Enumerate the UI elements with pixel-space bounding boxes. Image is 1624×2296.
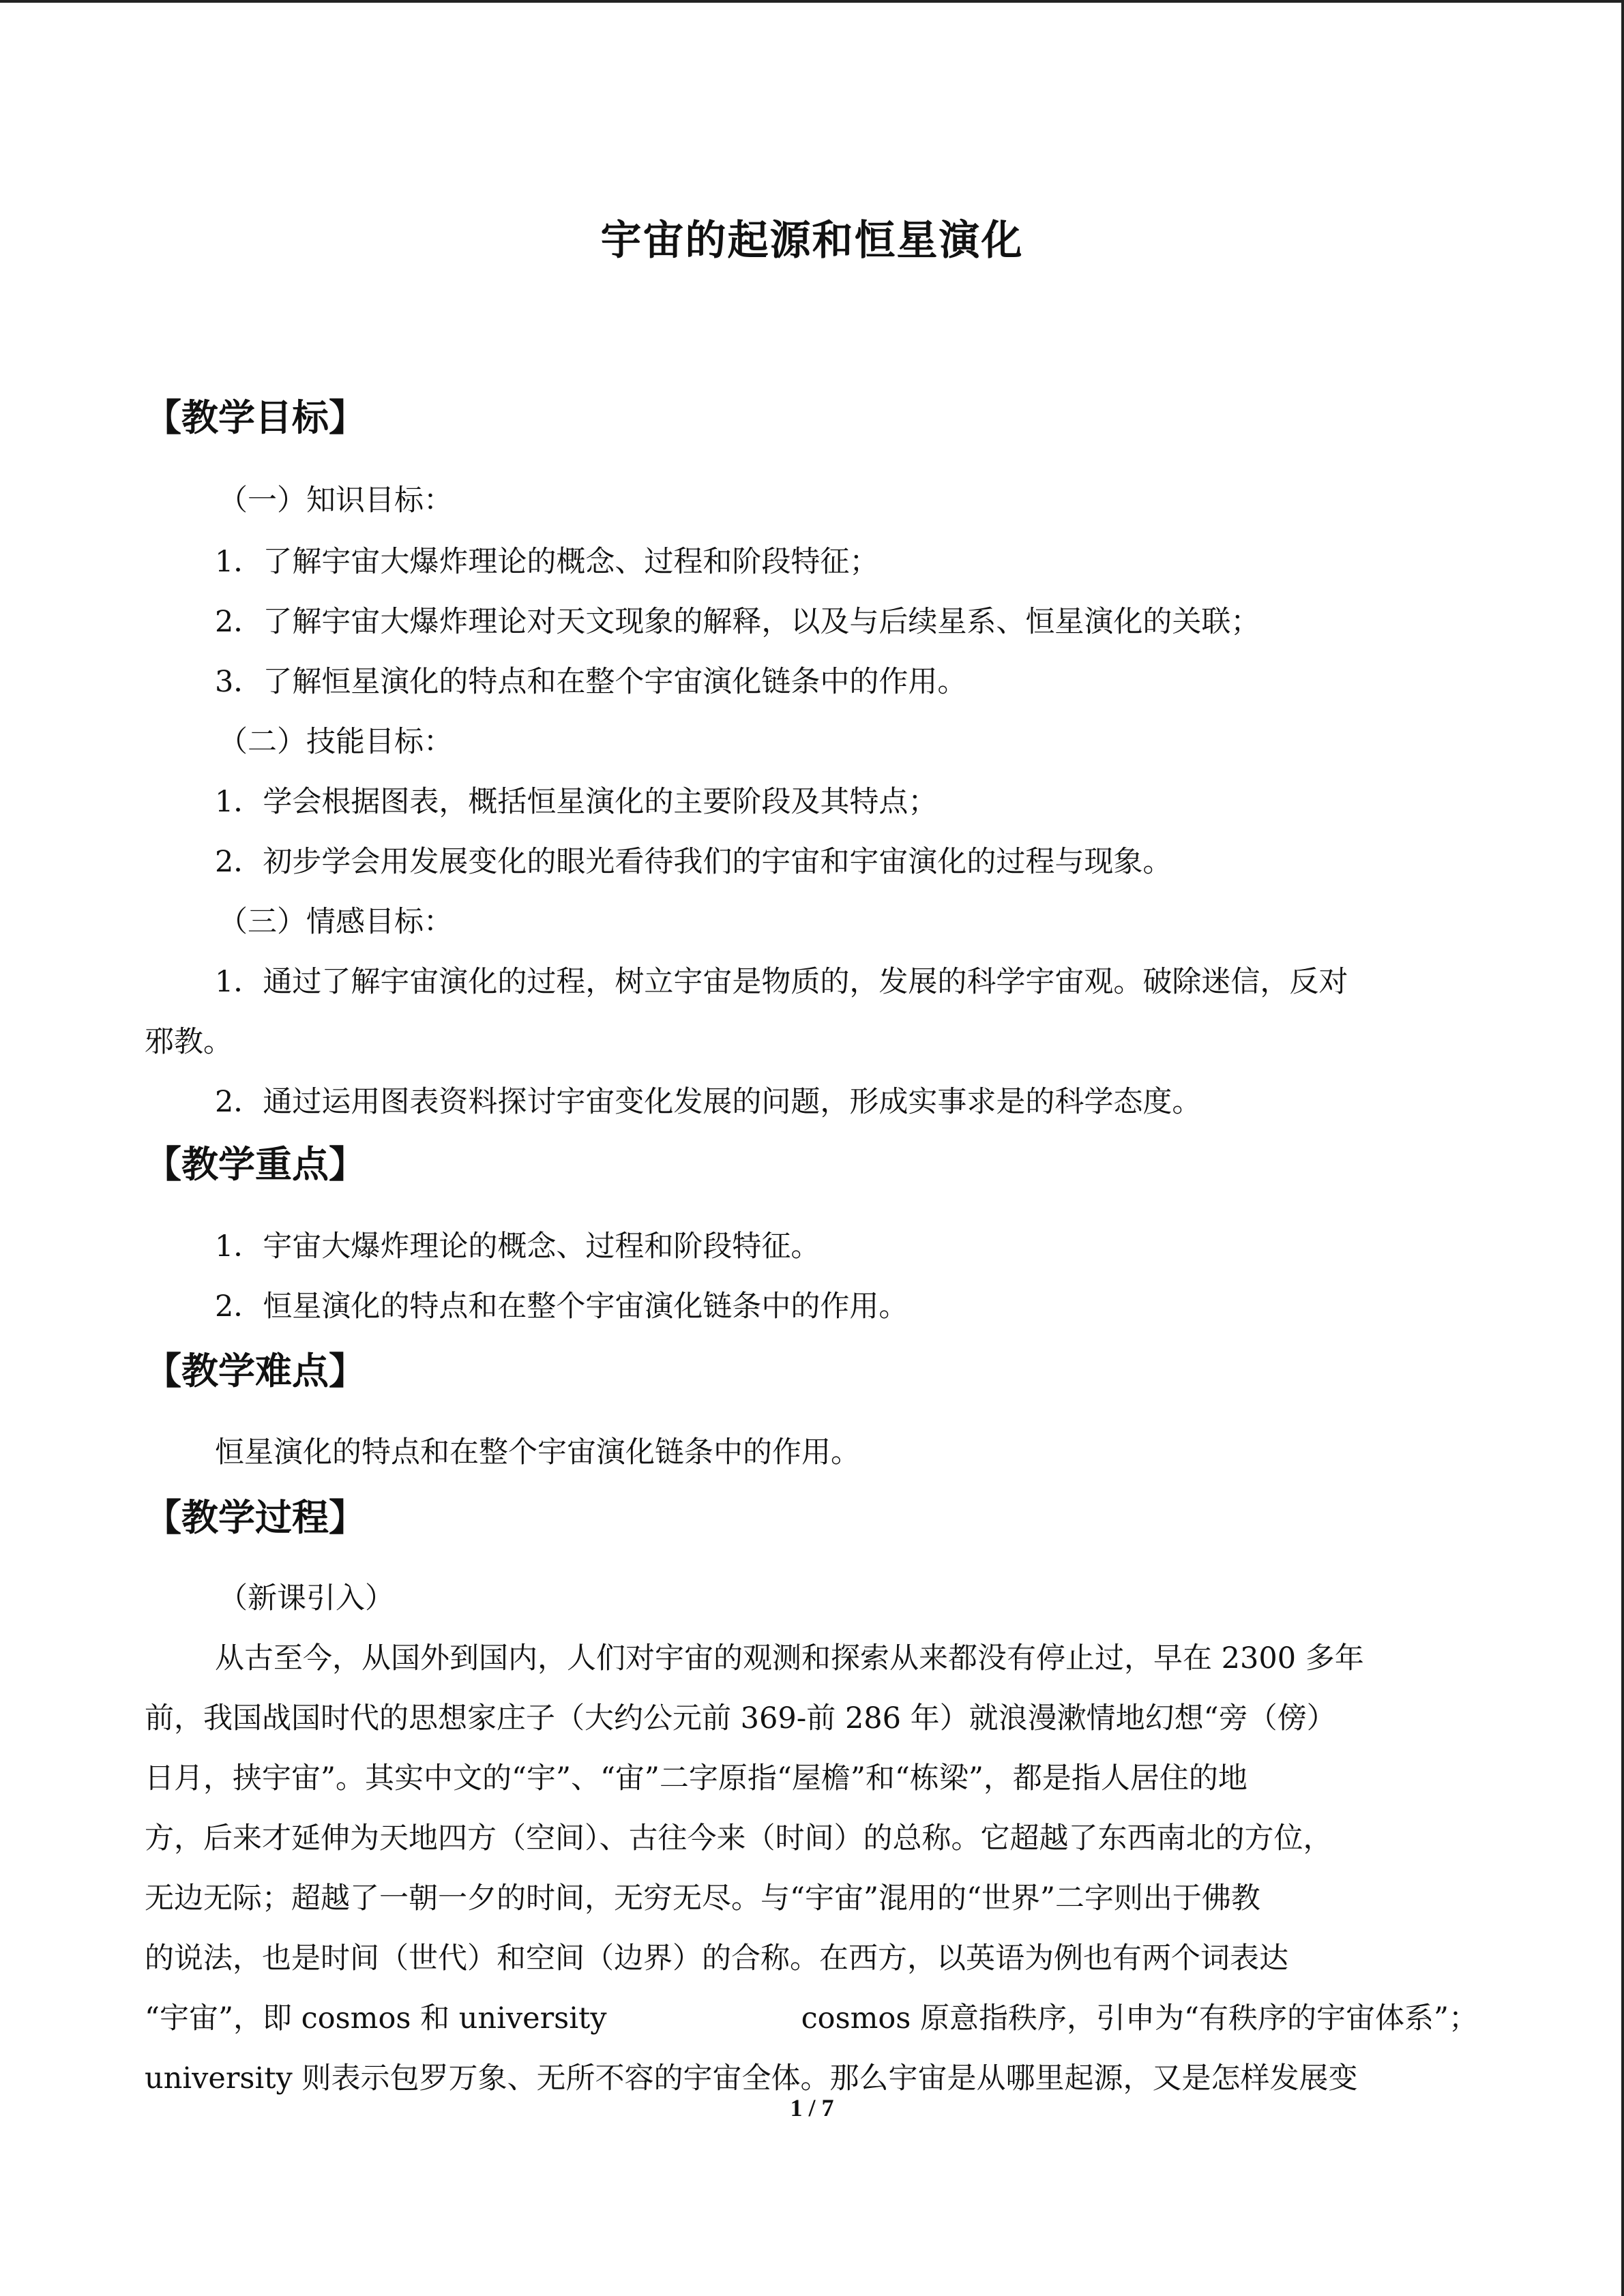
key-point-2: 2．恒星演化的特点和在整个宇宙演化链条中的作用。 (215, 1289, 909, 1324)
knowledge-goals-label: （一）知识目标： (218, 483, 453, 518)
new-lesson-intro-label: （新课引入） (218, 1581, 394, 1615)
knowledge-goal-3: 3．了解恒星演化的特点和在整个宇宙演化链条中的作用。 (215, 665, 967, 699)
section-heading-difficult-points: 【教学难点】 (145, 1350, 366, 1392)
paragraph-line-7 (145, 1995, 1478, 2037)
section-heading-key-points: 【教学重点】 (145, 1143, 366, 1186)
skill-goals-label: （二）技能目标： (218, 725, 453, 759)
knowledge-goal-2: 2．了解宇宙大爆炸理论对天文现象的解释，以及与后续星系、恒星演化的关联； (215, 605, 1260, 639)
paragraph-line-7-part-2: cosmos 原意指秩序，引申为“有秩序的宇宙体系”； (801, 2001, 1478, 2036)
skill-goal-2: 2．初步学会用发展变化的眼光看待我们的宇宙和宇宙演化的过程与现象。 (215, 845, 1172, 879)
paragraph-line-5: 无边无际；超越了一朝一夕的时间，无穷无尽。与“宇宙”混用的“世界”二字则出于佛教 (145, 1881, 1260, 1915)
emotion-goals-label: （三）情感目标： (218, 905, 453, 939)
top-border (0, 0, 1624, 3)
right-border (1621, 0, 1624, 2296)
paragraph-line-3: 日月，挟宇宙”。其实中文的“宇”、“宙”二字原指“屋檐”和“栋梁”，都是指人居住的地 (145, 1761, 1247, 1795)
paragraph-line-4: 方，后来才延伸为天地四方（空间）、古往今来（时间）的总称。它超越了东西南北的方位， (145, 1821, 1333, 1855)
paragraph-line-7-part-1: “宇宙”，即 cosmos 和 university (145, 2001, 607, 2036)
section-heading-goals: 【教学目标】 (145, 396, 366, 439)
emotion-goal-1-line-2: 邪教。 (145, 1025, 233, 1059)
emotion-goal-1-line-1: 1．通过了解宇宙演化的过程，树立宇宙是物质的，发展的科学宇宙观。破除迷信，反对 (215, 965, 1348, 999)
paragraph-line-1: 从古至今，从国外到国内，人们对宇宙的观测和探索从来都没有停止过，早在 2300 多年 (215, 1641, 1364, 1675)
knowledge-goal-1: 1．了解宇宙大爆炸理论的概念、过程和阶段特征； (215, 545, 879, 579)
difficult-point-1: 恒星演化的特点和在整个宇宙演化链条中的作用。 (215, 1435, 860, 1470)
paragraph-line-8: university 则表示包罗万象、无所不容的宇宙全体。那么宇宙是从哪里起源，又是怎样发展变 (145, 2061, 1358, 2096)
document-title: 宇宙的起源和恒星演化 (600, 217, 1024, 265)
section-heading-process: 【教学过程】 (145, 1496, 366, 1539)
key-point-1: 1．宇宙大爆炸理论的概念、过程和阶段特征。 (215, 1229, 821, 1264)
skill-goal-1: 1．学会根据图表，概括恒星演化的主要阶段及其特点； (215, 785, 938, 819)
emotion-goal-2: 2．通过运用图表资料探讨宇宙变化发展的问题，形成实事求是的科学态度。 (215, 1085, 1202, 1119)
page-number: 1 / 7 (790, 2094, 834, 2121)
paragraph-line-6: 的说法，也是时间（世代）和空间（边界）的合称。在西方，以英语为例也有两个词表达 (145, 1941, 1288, 1976)
paragraph-line-2: 前，我国战国时代的思想家庄子（大约公元前 369-前 286 年）就浪漫漱情地幻想“旁（傍） (145, 1701, 1336, 1735)
